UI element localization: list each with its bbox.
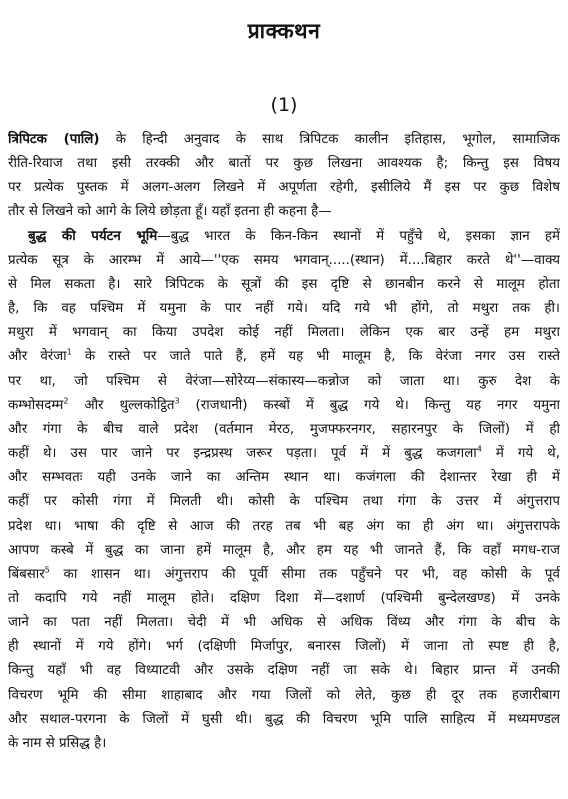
paragraph-2-line-20: विचरण भूमि की सीमा शाहाबाद और गया जिलों को लेते, कुछ ही दूर तक हजारीबाग — [8, 687, 560, 703]
paragraph-1-line-2: रीति-रिवाज तथा इसी तरक्की और बातों पर कुछ लिखना आवश्यक है; किन्तु इस विषय — [8, 156, 560, 172]
paragraph-2-line-14: आपण कस्बे में बुद्ध का जाना हमें मालूम है, और हम यह भी जानते हैं, कि वहाँ मगध-राज — [8, 542, 560, 558]
paragraph-2-line-2: प्रत्येक सूत्र के आरम्भ में आये—''एक समय भगवान्.....(स्थान) में....बिहार करते थे''—वाक्य — [8, 252, 560, 268]
paragraph-1-line-4: तौर से लिखने को आगे के लिये छोड़ता हूँ। यहाँ इतना ही कहना है— — [8, 204, 332, 220]
paragraph-2-line-9: और गंगा के बीच वाले प्रदेश (वर्तमान मेरठ, मुजफ्फरनगर, सहारनपुर के जिलों) में ही — [8, 421, 560, 437]
footnote-ref-2: 2 — [63, 396, 69, 406]
paragraph-2-line-12: कहीं पर कोसी गंगा में मिलती थी। कोसी के पश्चिम तथा गंगा के उत्तर में अंगुत्तराप — [8, 494, 560, 510]
paragraph-2-line-5: मथुरा में भगवान् का किया उपदेश कोई नहीं मिलता। लेकिन एक बार उन्हें हम मथुरा — [8, 325, 560, 341]
paragraph-2-line-6: और वेरंजा$^1$ के रास्ते पर जाते पाते हैं, हमें यह भी मालूम है, कि वेरंजा नगर उस रास्ते — [8, 347, 560, 365]
paragraph-1 — [8, 128, 560, 225]
paragraph-2-line-8: कम्भोसदम्म$^2$ और थुल्लकोट्ठित$^3$ (राजधानी) कस्बों में बुद्ध गये थे। किन्तु यह नगर यमुना — [8, 396, 560, 413]
section-number: (1) — [270, 94, 298, 116]
footnote-ref-1: 1 — [66, 347, 72, 357]
page-title: प्राक्कथन — [247, 19, 321, 43]
paragraph-2-line-21: और सथाल-परगना के जिलों में घुसी थी। बुद्ध की विचरण भूमि पालि साहित्य में मध्यमण्डल — [8, 711, 560, 727]
paragraph-2-lead-term: बुद्ध की पर्यटन भूमि — [28, 228, 158, 244]
paragraph-1-line-3: पर प्रत्येक पुस्तक में अलग-अलग लिखने में अपूर्णता रहेगी, इसीलिये मैं इस पर कुछ विशेष — [8, 180, 560, 196]
paragraph-1-lead-term: त्रिपिटक (पालि) — [8, 132, 100, 147]
footnote-ref-4: 4 — [476, 444, 482, 454]
paragraph-2-line-10: कहीं थे। उस पार जाने पर इन्द्रप्रस्थ जरूर पड़ता। पूर्व में में बुद्ध कजगला$^4$ में गये थे, — [8, 444, 560, 462]
footnote-ref-5: 5 — [44, 565, 50, 575]
paragraph-2-line-19: किन्तु यहाँ भी वह विध्याटवी और उसके दक्षिण नहीं जा सके थे। बिहार प्रान्त में उनकी — [8, 663, 560, 679]
body-text — [8, 128, 560, 756]
paragraph-2-line-13: प्रदेश था। भाषा की दृष्टि से आज की तरह तब भी बह अंग का ही अंग था। अंगुत्तरापके — [8, 518, 560, 534]
paragraph-2-line-18: ही स्थानों में गये होंगे। भर्ग (दक्षिणी मिर्जापुर, बनारस जिलों) में जाना तो स्पष्ट ही है, — [8, 639, 560, 655]
paragraph-2-line-7: पर था, जो पश्चिम से वेरंजा—सोरेय्य—संकास्य—कन्नोज को जाता था। कुरु देश के — [8, 373, 560, 389]
paragraph-2 — [8, 225, 560, 756]
paragraph-2-line-16: तो कदापि गये नहीं मालूम होते। दक्षिण दिशा में—दशार्ण (पश्चिमी बुन्देलखण्ड) में उनके — [8, 590, 560, 606]
paragraph-2-line-3: से मिल सकता है। सारे त्रिपिटक के सूत्रों की इस दृष्टि से छानबीन करने से मालूम होता — [8, 276, 560, 292]
paragraph-2-line-22: के नाम से प्रसिद्ध है। — [8, 735, 107, 751]
paragraph-2-line-11: और सम्भवतः यही उनके जाने का अन्तिम स्थान था। कजंगला की देशान्तर रेखा ही में — [8, 470, 560, 486]
paragraph-2-line-1: बुद्ध की पर्यटन भूमि—बुद्ध भारत के किन-किन स्थानों में पहुँचे थे, इसका ज्ञान हमें — [28, 228, 560, 244]
footnote-ref-3: 3 — [174, 396, 180, 406]
paragraph-2-line-15: बिंबसार$^5$ का शासन था। अंगुत्तराप की पूर्वी सीमा तक पहुँचने पर भी, वह कोसी के पूर्व — [8, 565, 560, 582]
paragraph-1-line-1: त्रिपिटक (पालि) के हिन्दी अनुवाद के साथ त्रिपिटक कालीन इतिहास, भूगोल, सामाजिक — [8, 132, 560, 147]
paragraph-2-line-4: है, कि वह पश्चिम में यमुना के पार नहीं गये। यदि गये भी होंगे, तो मथुरा तक ही। — [8, 301, 560, 317]
paragraph-2-line-17: जाने का पता नहीं मिलता। चेदी में भी अधिक से अधिक विंध्य और गंगा के बीच के — [8, 615, 560, 631]
